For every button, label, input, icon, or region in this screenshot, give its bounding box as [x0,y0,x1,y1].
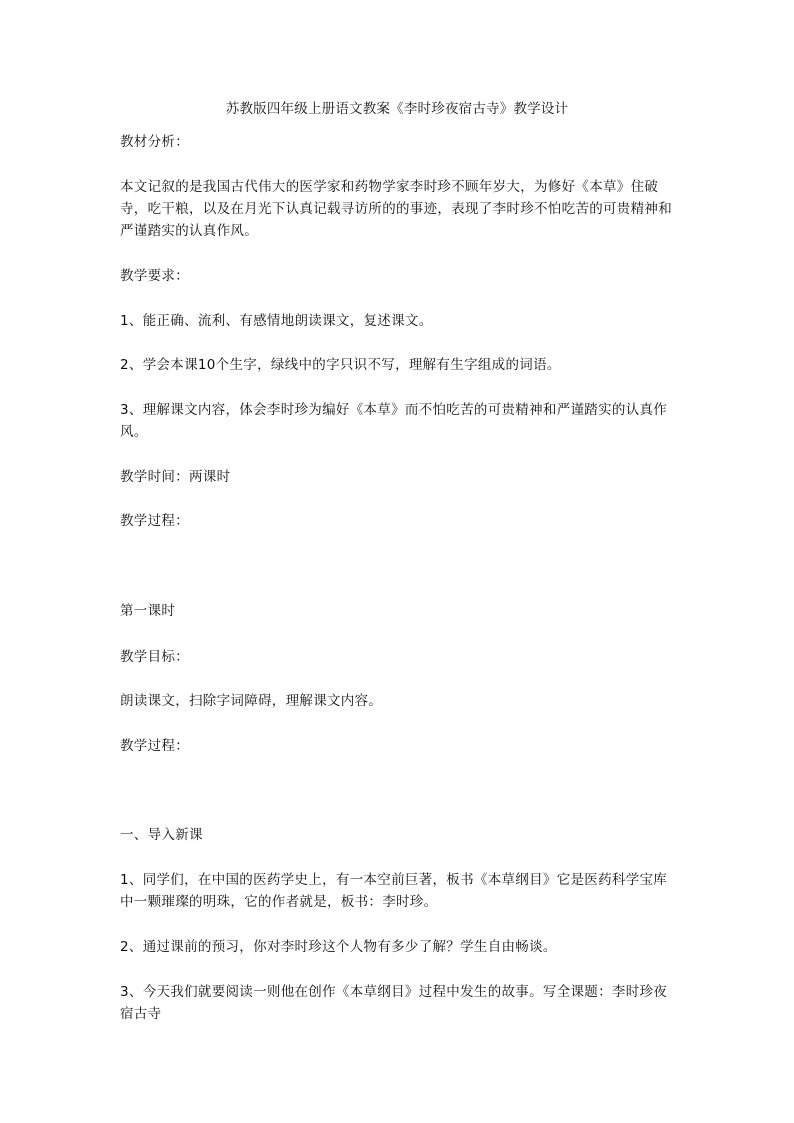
document-title: 苏教版四年级上册语文教案《李时珍夜宿古寺》教学设计 [225,101,569,117]
lesson-heading-first: 第一课时 [120,603,176,619]
requirement-item-1: 1、能正确、流利、有感情地朗读课文，复述课文。 [120,313,433,329]
section-heading-textbook-analysis: 教材分析： [120,134,189,150]
section-heading-teaching-process: 教学过程： [120,513,189,529]
section-heading-teaching-goals: 教学目标： [120,649,189,665]
section-heading-teaching-requirements: 教学要求： [120,268,189,284]
teaching-goal-text: 朗读课文，扫除字词障碍，理解课文内容。 [120,693,383,709]
requirement-item-3: 3、理解课文内容，体会李时珍为编好《本草》而不怕吃苦的可贵精神和严谨踏实的认真作风。 [120,402,668,440]
introduction-item-3: 3、今天我们就要阅读一则他在创作《本草纲目》过程中发生的故事。写全课题：李时珍夜宿古寺 [120,984,668,1022]
introduction-item-2: 2、通过课前的预习，你对李时珍这个人物有多少了解？学生自由畅谈。 [120,939,557,955]
introduction-item-1: 1、同学们，在中国的医药学史上，有一本空前巨著，板书《本草纲目》它是医药科学宝库中一颗璀璨的明珠，它的作者就是，板书：李时珍。 [120,872,668,910]
paragraph-textbook-analysis: 本文记叙的是我国古代伟大的医学家和药物学家李时珍不顾年岁大，为修好《本草》住破寺，吃干粮，以及在月光下认真记载寻访所的的事迹，表现了李时珍不怕吃苦的可贵精神和严谨踏实的认真作风。 [120,179,672,239]
section-heading-teaching-process-2: 教学过程： [120,738,189,754]
requirement-item-2: 2、学会本课10个生字，绿线中的字只识不写，理解有生字组成的词语。 [120,357,561,373]
step-heading-introduction: 一、导入新课 [120,827,203,843]
teaching-time: 教学时间：两课时 [120,469,231,485]
